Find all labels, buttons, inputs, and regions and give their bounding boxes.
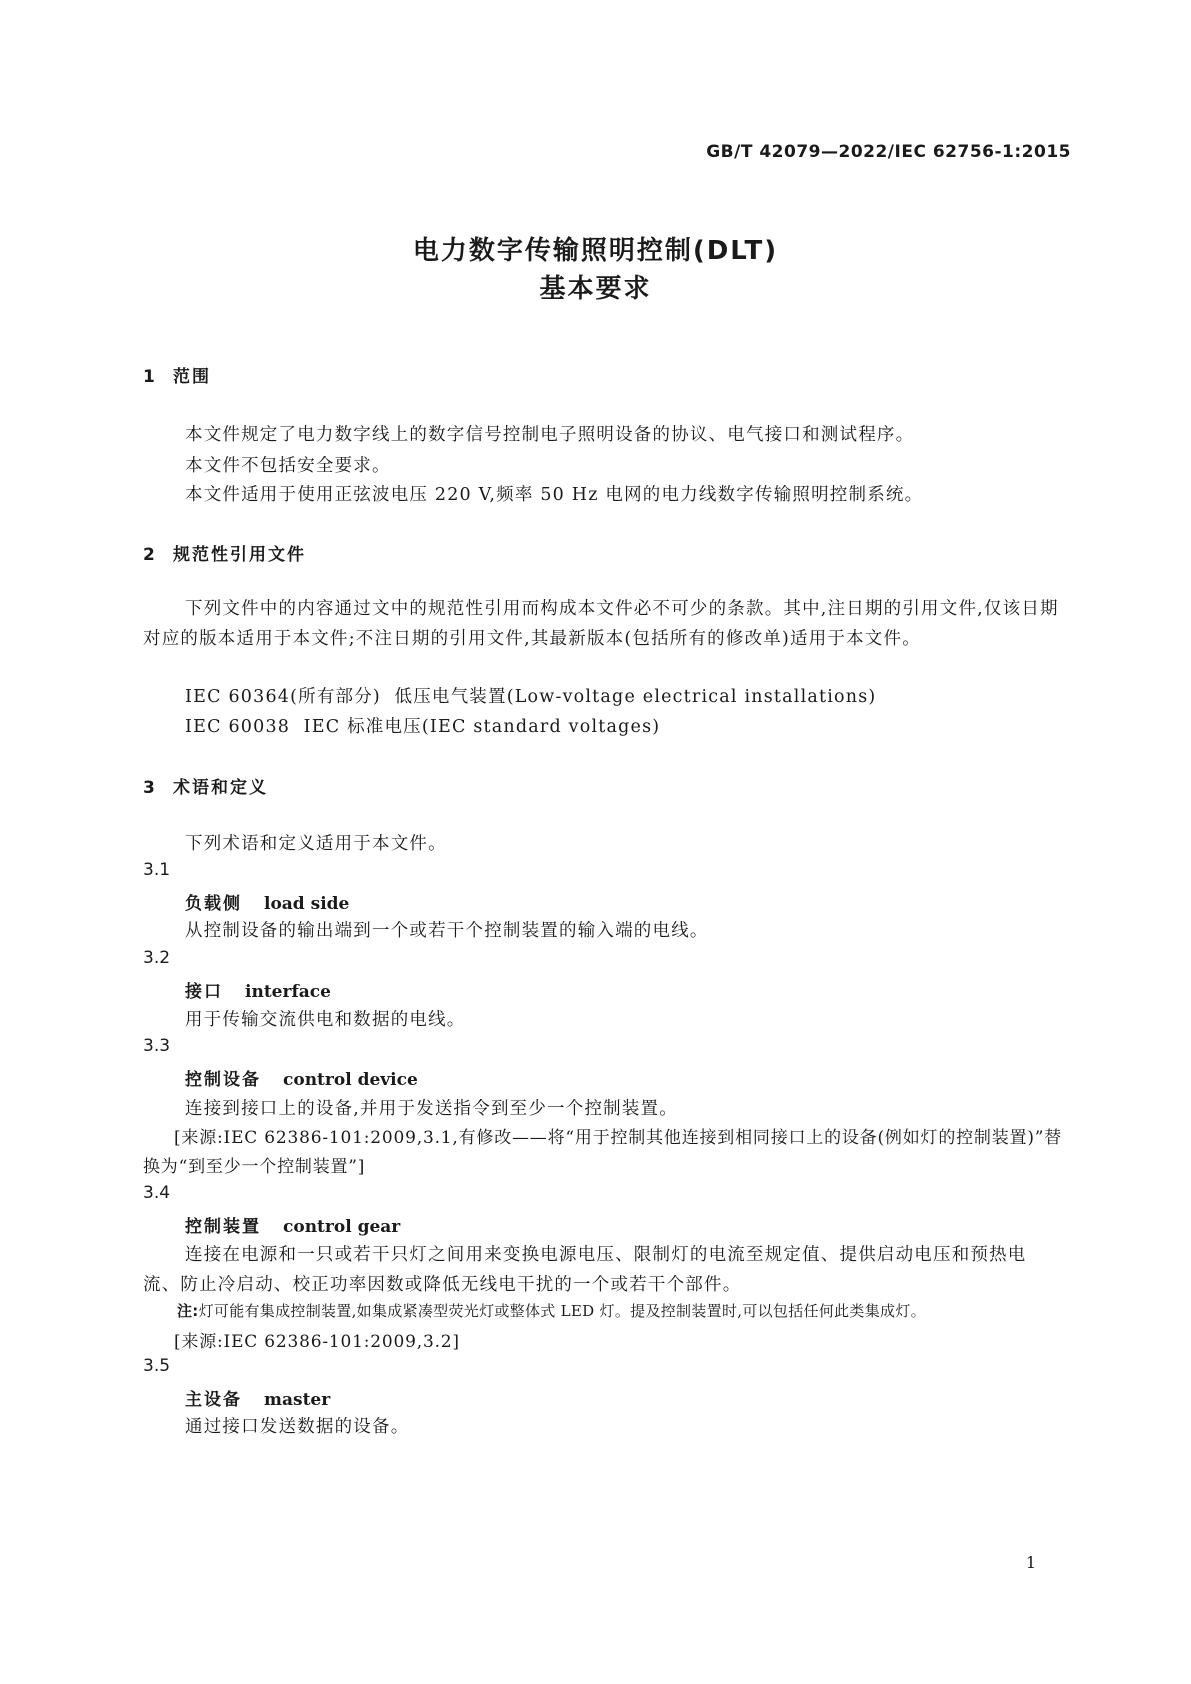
section-title: 术语和定义 bbox=[173, 778, 268, 798]
paragraph: 本文件不包括安全要求。 bbox=[185, 456, 391, 476]
term-en: control gear bbox=[283, 1217, 401, 1237]
term-number: 3.3 bbox=[143, 1036, 171, 1056]
standard-number: GB/T 42079—2022/IEC 62756-1:2015 bbox=[706, 142, 1071, 162]
intro-paragraph: 下列文件中的内容通过文中的规范性引用而构成本文件必不可少的条款。其中,注日期的引用文件,仅该日期对应的版本适用于本文件;不注日期的引用文件,其最新版本(包括所有的修改单)适用于本文件。 bbox=[143, 599, 1059, 649]
term-heading bbox=[185, 1065, 418, 1090]
section-3-heading bbox=[143, 773, 268, 798]
term-zh: 主设备 bbox=[185, 1390, 242, 1410]
term-heading bbox=[185, 1385, 330, 1410]
term-heading bbox=[185, 1212, 400, 1237]
section-number: 2 bbox=[143, 545, 155, 565]
section-title: 规范性引用文件 bbox=[173, 545, 306, 565]
section-1-heading bbox=[143, 362, 211, 387]
reference-item: IEC 60038 IEC 标准电压(IEC standard voltages) bbox=[185, 717, 661, 737]
term-heading bbox=[185, 977, 331, 1002]
section-number: 3 bbox=[143, 778, 155, 798]
note-label: 注: bbox=[177, 1302, 199, 1320]
section-2-heading bbox=[143, 540, 306, 565]
document-subtitle: 基本要求 bbox=[539, 274, 652, 304]
term-definition: 连接到接口上的设备,并用于发送指令到至少一个控制装置。 bbox=[185, 1099, 678, 1119]
document-title: 电力数字传输照明控制(DLT) bbox=[412, 236, 779, 266]
term-zh: 控制设备 bbox=[185, 1070, 261, 1090]
term-source: [来源:IEC 62386-101:2009,3.2] bbox=[174, 1332, 460, 1352]
term-note bbox=[177, 1300, 926, 1321]
term-definition: 用于传输交流供电和数据的电线。 bbox=[185, 1010, 466, 1030]
section-title: 范围 bbox=[173, 367, 211, 387]
term-definition: 从控制设备的输出端到一个或若干个控制装置的输入端的电线。 bbox=[185, 921, 709, 941]
reference-item: IEC 60364(所有部分) 低压电气装置(Low-voltage electrical installations) bbox=[185, 687, 877, 707]
term-zh: 负载侧 bbox=[185, 894, 242, 914]
term-number: 3.5 bbox=[143, 1356, 171, 1376]
section-number: 1 bbox=[143, 367, 155, 387]
paragraph: 本文件规定了电力数字线上的数字信号控制电子照明设备的协议、电气接口和测试程序。 bbox=[185, 425, 915, 445]
paragraph: 本文件适用于使用正弦波电压 220 V,频率 50 Hz 电网的电力线数字传输照明控制系统。 bbox=[185, 485, 924, 505]
note-text: 灯可能有集成控制装置,如集成紧凑型荧光灯或整体式 LED 灯。提及控制装置时,可以包括任何此类集成灯。 bbox=[198, 1302, 926, 1320]
term-number: 3.2 bbox=[143, 948, 171, 968]
term-number: 3.4 bbox=[143, 1183, 171, 1203]
term-en: master bbox=[264, 1390, 331, 1410]
term-definition: 通过接口发送数据的设备。 bbox=[185, 1417, 410, 1437]
term-zh: 控制装置 bbox=[185, 1217, 261, 1237]
term-heading bbox=[185, 889, 349, 914]
paragraph: 下列术语和定义适用于本文件。 bbox=[185, 834, 447, 854]
term-en: control device bbox=[283, 1070, 418, 1090]
term-en: load side bbox=[264, 894, 350, 914]
term-definition: 连接在电源和一只或若干只灯之间用来变换电源电压、限制灯的电流至规定值、提供启动电压和预热电流、防止冷启动、校正功率因数或降低无线电干扰的一个或若干个部件。 bbox=[143, 1245, 1027, 1295]
page-number: 1 bbox=[1025, 1553, 1036, 1572]
term-en: interface bbox=[245, 982, 331, 1002]
term-source: [来源:IEC 62386-101:2009,3.1,有修改——将“用于控制其他连接到相同接口上的设备(例如灯的控制装置)”替换为“到至少一个控制装置”] bbox=[143, 1128, 1063, 1177]
term-number: 3.1 bbox=[143, 860, 171, 880]
term-zh: 接口 bbox=[185, 982, 223, 1002]
